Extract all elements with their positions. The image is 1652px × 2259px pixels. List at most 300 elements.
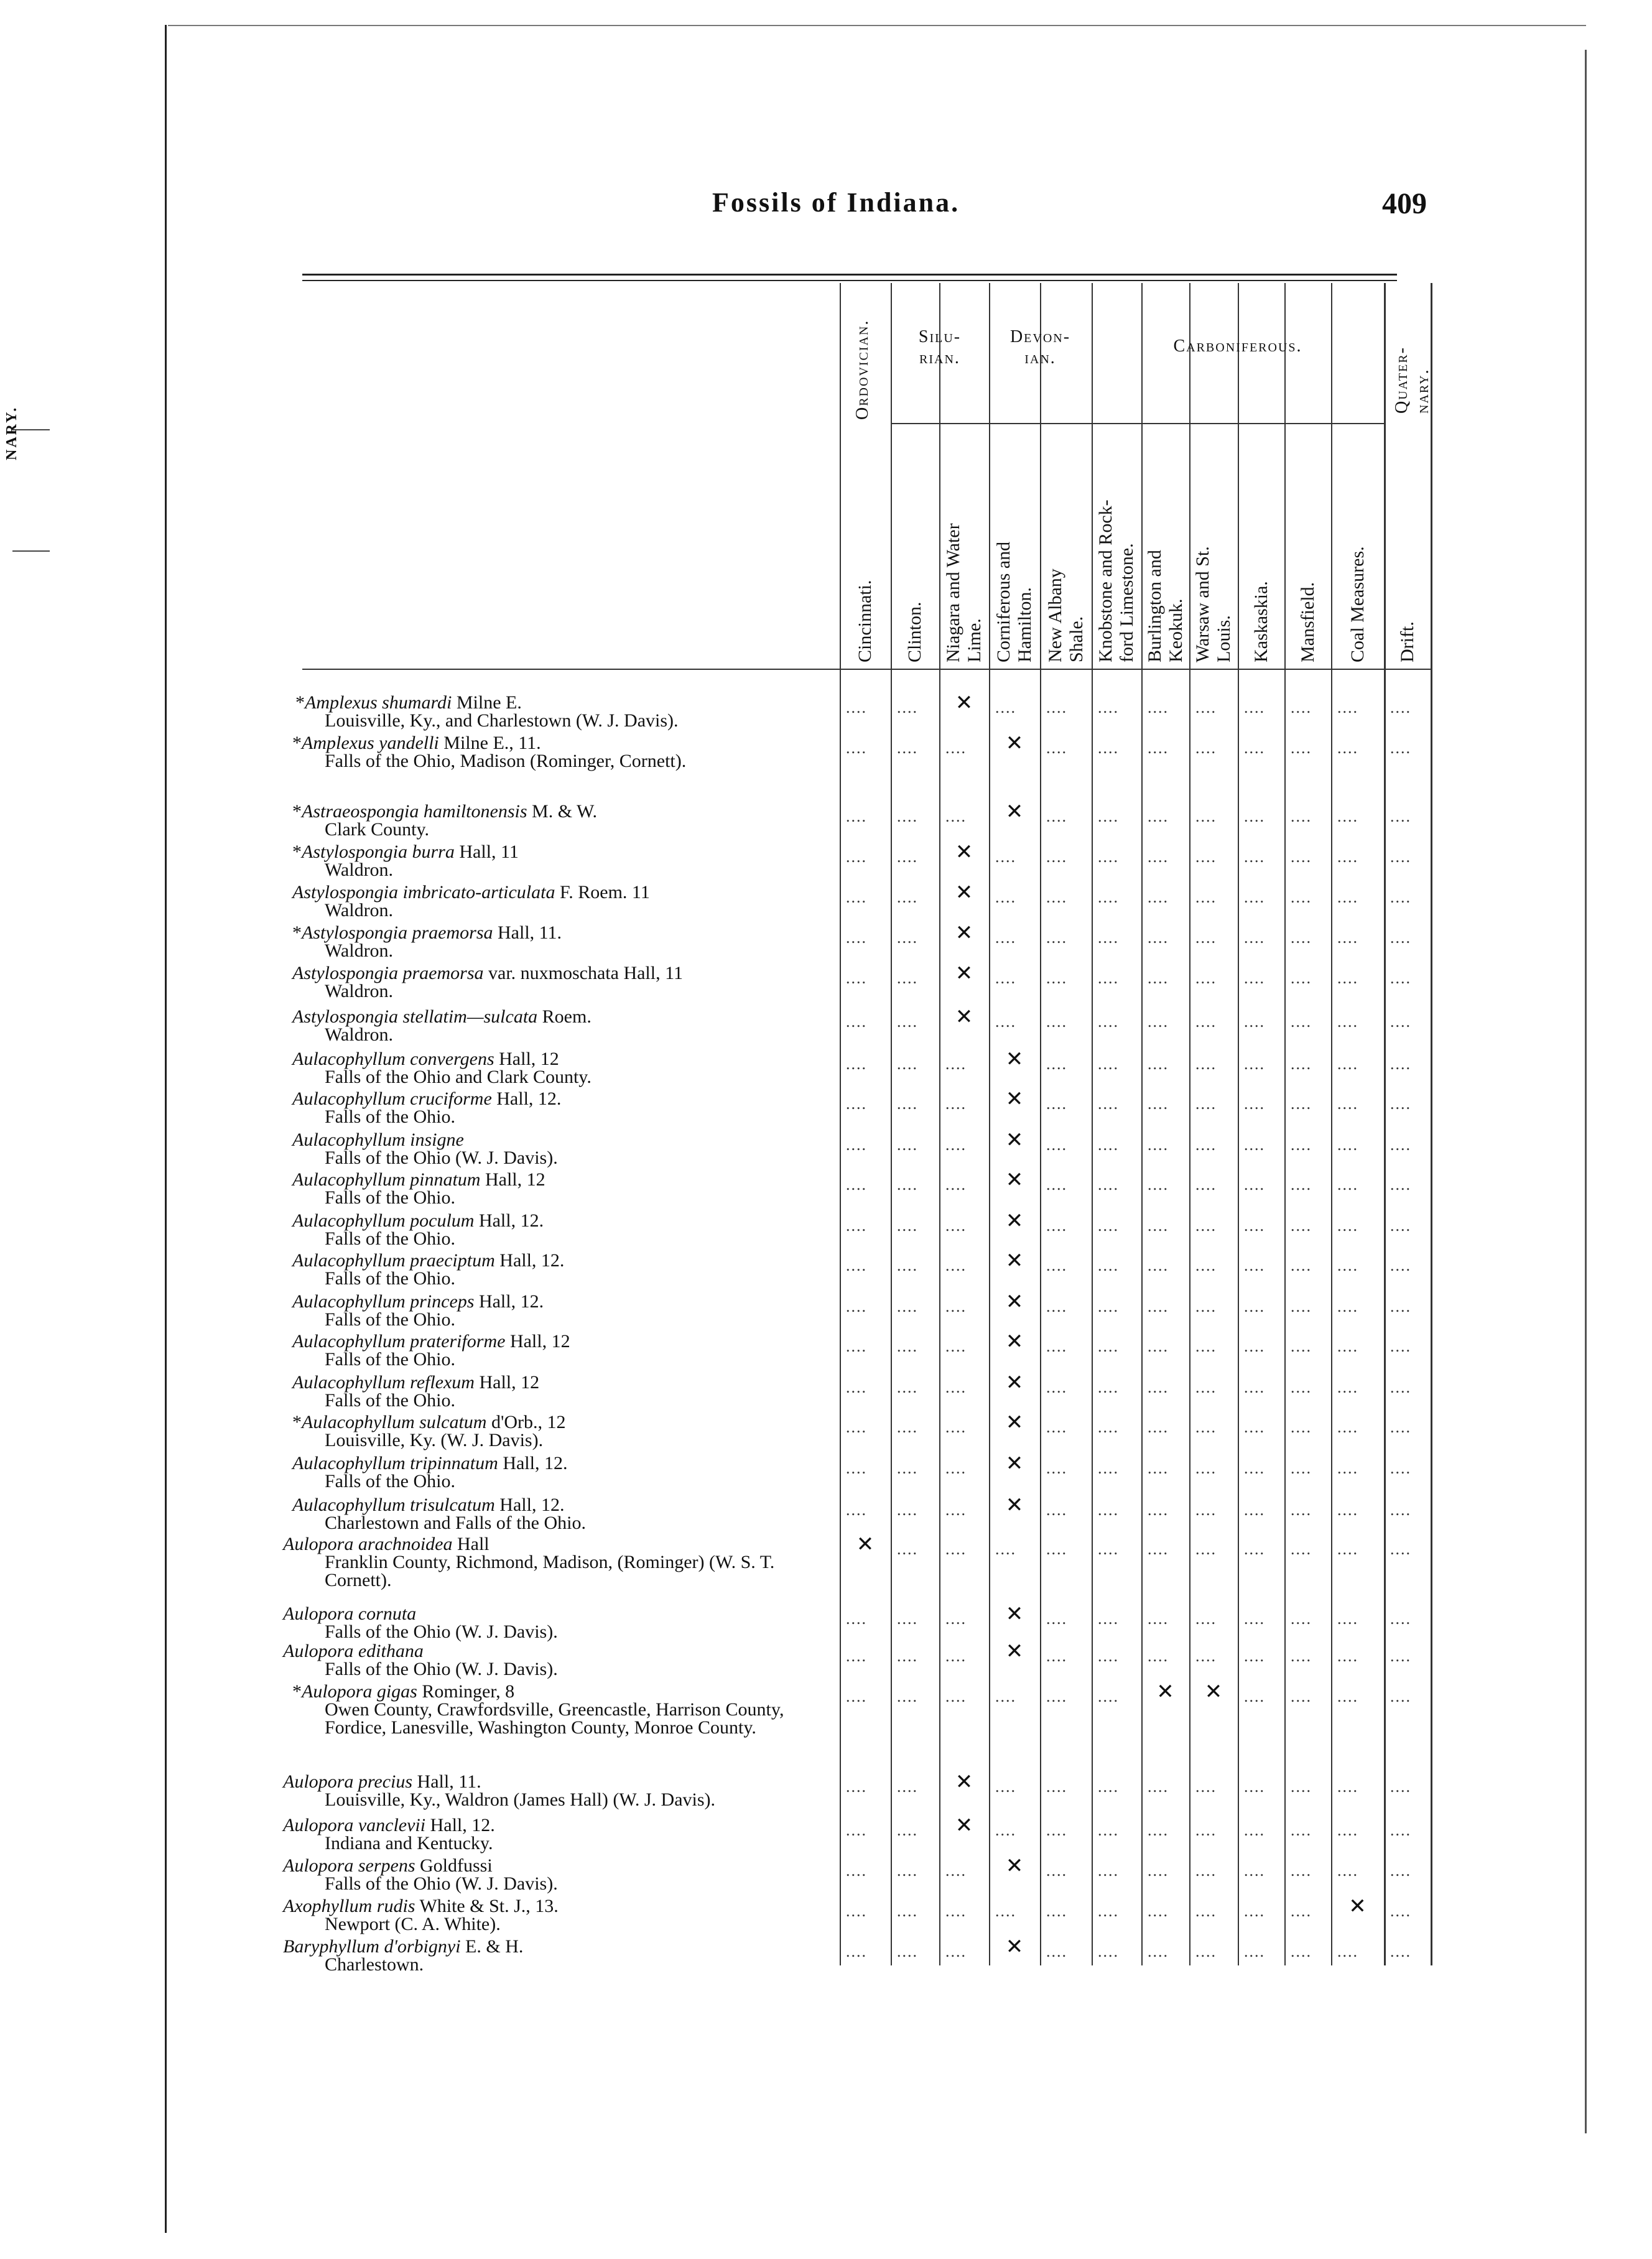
empty-cell-dots: .... <box>1390 1013 1411 1031</box>
empty-cell-dots: .... <box>1098 1942 1119 1960</box>
empty-cell-dots: .... <box>1291 1095 1312 1113</box>
empty-cell-dots: .... <box>1098 1378 1119 1396</box>
empty-cell-dots: .... <box>1244 1647 1265 1665</box>
species-author: Hall, 12 <box>480 1169 545 1190</box>
table-row <box>274 1292 821 1329</box>
species-author: Hall, 12. <box>494 1250 565 1271</box>
empty-cell-dots: .... <box>945 1136 967 1154</box>
empty-cell-dots: .... <box>1244 1013 1265 1031</box>
locality: Falls of the Ohio (W. J. Davis). <box>325 1148 558 1168</box>
scientific-name: Amplexus shumardi <box>305 692 452 713</box>
scientific-name: Astylospongia stellatim—sulcata <box>292 1006 538 1027</box>
empty-cell-dots: .... <box>1390 1217 1411 1235</box>
empty-cell-dots: .... <box>1148 1501 1169 1519</box>
empty-cell-dots: .... <box>1291 1610 1312 1628</box>
species-author: Roem. <box>537 1006 592 1027</box>
empty-cell-dots: .... <box>897 1297 918 1315</box>
column-divider <box>840 283 841 1965</box>
empty-cell-dots: .... <box>846 1862 867 1880</box>
empty-cell-dots: .... <box>846 1459 867 1477</box>
empty-cell-dots: .... <box>1337 1337 1358 1355</box>
empty-cell-dots: .... <box>1098 698 1119 717</box>
table-row <box>274 1535 821 1589</box>
empty-cell-dots: .... <box>1390 1902 1411 1920</box>
empty-cell-dots: .... <box>1046 1217 1067 1235</box>
empty-cell-dots: .... <box>1148 1217 1169 1235</box>
locality: Waldron. <box>325 860 394 880</box>
species-name <box>274 1251 821 1269</box>
scientific-name: Aulacophyllum sulcatum <box>302 1412 487 1432</box>
scientific-name: Astylospongia imbricato-articulata <box>292 882 555 902</box>
locality: Falls of the Ohio, Madison (Rominger, Cornett). <box>325 751 687 771</box>
column-divider <box>1384 283 1386 1965</box>
empty-cell-dots: .... <box>1195 1013 1217 1031</box>
table-row <box>274 1773 821 1809</box>
empty-cell-dots: .... <box>1046 1540 1067 1558</box>
period-divider <box>1092 423 1384 424</box>
table-row <box>274 1682 821 1737</box>
empty-cell-dots: .... <box>945 1942 967 1960</box>
empty-cell-dots: .... <box>897 929 918 947</box>
empty-cell-dots: .... <box>846 1902 867 1920</box>
empty-cell-dots: .... <box>1195 1778 1217 1796</box>
locality: Waldron. <box>325 981 394 1001</box>
empty-cell-dots: .... <box>945 1217 967 1235</box>
empty-cell-dots: .... <box>1046 848 1067 866</box>
table-row <box>274 1090 821 1126</box>
species-author: Hall, 11. <box>493 922 562 943</box>
empty-cell-dots: .... <box>1195 1378 1217 1396</box>
empty-cell-dots: .... <box>1148 1378 1169 1396</box>
empty-cell-dots: .... <box>1390 1647 1411 1665</box>
column-divider <box>1141 283 1143 1965</box>
empty-cell-dots: .... <box>1390 1459 1411 1477</box>
table-row <box>274 1373 821 1409</box>
empty-cell-dots: .... <box>846 1778 867 1796</box>
empty-cell-dots: .... <box>1148 1337 1169 1355</box>
species-author: Hall, 11 <box>454 842 519 862</box>
column-divider <box>1040 283 1041 1965</box>
empty-cell-dots: .... <box>1195 1055 1217 1073</box>
column-header: Cincinnati. <box>855 580 875 662</box>
running-title: Fossils of Indiana. <box>712 187 960 218</box>
presence-mark: ✕ <box>955 840 973 865</box>
empty-cell-dots: .... <box>1195 1501 1217 1519</box>
empty-cell-dots: .... <box>1291 1256 1312 1274</box>
empty-cell-dots: .... <box>1195 1337 1217 1355</box>
presence-mark: ✕ <box>1005 1853 1024 1878</box>
empty-cell-dots: .... <box>897 1055 918 1073</box>
species-author: Goldfussi <box>415 1855 493 1876</box>
empty-cell-dots: .... <box>1291 807 1312 825</box>
period-divider <box>989 423 1092 424</box>
empty-cell-dots: .... <box>846 848 867 866</box>
empty-cell-dots: .... <box>1291 1902 1312 1920</box>
empty-cell-dots: .... <box>1046 1902 1067 1920</box>
species-author: White & St. J., 13. <box>415 1896 559 1916</box>
empty-cell-dots: .... <box>1244 1136 1265 1154</box>
empty-cell-dots: .... <box>995 698 1016 717</box>
asterisk-marker: * <box>292 922 302 943</box>
presence-mark: ✕ <box>955 1004 973 1029</box>
asterisk-marker: * <box>292 1681 302 1702</box>
scientific-name: Aulacophyllum reflexum <box>292 1372 475 1393</box>
table-row <box>274 1897 821 1933</box>
empty-cell-dots: .... <box>1337 1055 1358 1073</box>
period-label: Ordovician. <box>853 319 872 420</box>
empty-cell-dots: .... <box>1291 1217 1312 1235</box>
empty-cell-dots: .... <box>1046 1459 1067 1477</box>
presence-mark: ✕ <box>1005 1128 1024 1153</box>
empty-cell-dots: .... <box>846 1055 867 1073</box>
empty-cell-dots: .... <box>1244 1610 1265 1628</box>
table-row <box>274 1857 821 1893</box>
empty-cell-dots: .... <box>1244 698 1265 717</box>
empty-cell-dots: .... <box>1195 1217 1217 1235</box>
empty-cell-dots: .... <box>1390 1176 1411 1194</box>
presence-mark: ✕ <box>1348 1894 1367 1919</box>
empty-cell-dots: .... <box>846 1687 867 1705</box>
table-row <box>274 1605 821 1641</box>
presence-mark: ✕ <box>955 921 973 945</box>
empty-cell-dots: .... <box>945 1501 967 1519</box>
table-row <box>274 802 821 838</box>
empty-cell-dots: .... <box>897 1778 918 1796</box>
empty-cell-dots: .... <box>1046 1013 1067 1031</box>
species-name <box>274 1496 821 1514</box>
species-author: Milne E. <box>452 692 522 713</box>
empty-cell-dots: .... <box>897 1337 918 1355</box>
empty-cell-dots: .... <box>1195 1418 1217 1436</box>
empty-cell-dots: .... <box>945 1902 967 1920</box>
period-label: Silu- rian. <box>918 327 962 368</box>
empty-cell-dots: .... <box>1390 1256 1411 1274</box>
empty-cell-dots: .... <box>1337 969 1358 987</box>
period-label: Devon- ian. <box>1009 327 1071 368</box>
empty-cell-dots: .... <box>1148 1176 1169 1194</box>
species-name <box>274 1373 821 1391</box>
empty-cell-dots: .... <box>1098 1217 1119 1235</box>
header-bottom-rule <box>302 669 1431 670</box>
presence-mark: ✕ <box>1204 1679 1223 1704</box>
species-author: Hall, 12 <box>494 1049 559 1069</box>
empty-cell-dots: .... <box>1148 1540 1169 1558</box>
empty-cell-dots: .... <box>897 1378 918 1396</box>
table-row <box>274 1131 821 1167</box>
empty-cell-dots: .... <box>897 969 918 987</box>
empty-cell-dots: .... <box>1244 1778 1265 1796</box>
table-row <box>274 964 821 1000</box>
scientific-name: Aulopora vanclevii <box>283 1815 426 1835</box>
table-row <box>274 1937 821 1974</box>
locality: Falls of the Ohio. <box>325 1106 455 1127</box>
presence-mark: ✕ <box>1005 1087 1024 1111</box>
species-name <box>274 964 821 982</box>
empty-cell-dots: .... <box>846 1176 867 1194</box>
locality: Falls of the Ohio. <box>325 1309 455 1330</box>
empty-cell-dots: .... <box>1148 1942 1169 1960</box>
empty-cell-dots: .... <box>1244 848 1265 866</box>
empty-cell-dots: .... <box>945 1378 967 1396</box>
period-label: Quater- nary. <box>1392 346 1432 414</box>
empty-cell-dots: .... <box>1046 1862 1067 1880</box>
presence-mark: ✕ <box>856 1532 875 1557</box>
empty-cell-dots: .... <box>1390 969 1411 987</box>
empty-cell-dots: .... <box>1148 888 1169 906</box>
empty-cell-dots: .... <box>1244 1217 1265 1235</box>
empty-cell-dots: .... <box>846 929 867 947</box>
presence-mark: ✕ <box>955 880 973 905</box>
empty-cell-dots: .... <box>1148 929 1169 947</box>
asterisk-marker: * <box>292 733 302 753</box>
empty-cell-dots: .... <box>1148 698 1169 717</box>
column-header: Knobstone and Rock- ford Limestone. <box>1095 499 1137 662</box>
empty-cell-dots: .... <box>1098 1256 1119 1274</box>
empty-cell-dots: .... <box>1098 1176 1119 1194</box>
species-name <box>274 693 821 712</box>
empty-cell-dots: .... <box>1195 929 1217 947</box>
species-name <box>274 1857 821 1875</box>
empty-cell-dots: .... <box>1390 1418 1411 1436</box>
empty-cell-dots: .... <box>945 1647 967 1665</box>
species-author: Hall, 12. <box>474 1291 544 1312</box>
empty-cell-dots: .... <box>995 929 1016 947</box>
presence-mark: ✕ <box>1005 731 1024 756</box>
empty-cell-dots: .... <box>897 848 918 866</box>
species-author: Hall <box>452 1534 490 1554</box>
empty-cell-dots: .... <box>945 1337 967 1355</box>
empty-cell-dots: .... <box>995 1540 1016 1558</box>
empty-cell-dots: .... <box>1098 1687 1119 1705</box>
empty-cell-dots: .... <box>1195 1459 1217 1477</box>
empty-cell-dots: .... <box>1291 1459 1312 1477</box>
species-author: Hall, 12. <box>494 1495 565 1515</box>
species-author: Hall, 12. <box>425 1815 495 1835</box>
empty-cell-dots: .... <box>846 1337 867 1355</box>
presence-mark: ✕ <box>1005 1167 1024 1192</box>
empty-cell-dots: .... <box>995 1687 1016 1705</box>
column-divider <box>1092 283 1093 1965</box>
facing-page-rule <box>12 550 50 552</box>
scientific-name: Aulacophyllum prateriforme <box>292 1331 506 1352</box>
empty-cell-dots: .... <box>846 1610 867 1628</box>
scientific-name: Baryphyllum d'orbignyi <box>283 1936 461 1957</box>
empty-cell-dots: .... <box>945 1256 967 1274</box>
empty-cell-dots: .... <box>1390 1055 1411 1073</box>
locality: Falls of the Ohio. <box>325 1187 455 1208</box>
asterisk-marker: * <box>292 842 302 862</box>
empty-cell-dots: .... <box>945 1095 967 1113</box>
empty-cell-dots: .... <box>1148 739 1169 757</box>
empty-cell-dots: .... <box>1148 969 1169 987</box>
locality: Falls of the Ohio. <box>325 1471 455 1491</box>
empty-cell-dots: .... <box>1337 1297 1358 1315</box>
empty-cell-dots: .... <box>1337 739 1358 757</box>
species-name <box>274 1171 821 1189</box>
empty-cell-dots: .... <box>1244 1418 1265 1436</box>
empty-cell-dots: .... <box>995 1821 1016 1839</box>
empty-cell-dots: .... <box>1291 1647 1312 1665</box>
species-name <box>274 843 821 861</box>
empty-cell-dots: .... <box>1244 1095 1265 1113</box>
empty-cell-dots: .... <box>1244 739 1265 757</box>
presence-mark: ✕ <box>1005 1639 1024 1664</box>
locality: Waldron. <box>325 940 394 961</box>
column-header: Burlington and Keokuk. <box>1144 550 1186 662</box>
empty-cell-dots: .... <box>846 1942 867 1960</box>
empty-cell-dots: .... <box>897 739 918 757</box>
empty-cell-dots: .... <box>1390 1942 1411 1960</box>
column-divider <box>1284 283 1286 1965</box>
presence-mark: ✕ <box>1156 1679 1174 1704</box>
empty-cell-dots: .... <box>945 1687 967 1705</box>
empty-cell-dots: .... <box>1046 1055 1067 1073</box>
empty-cell-dots: .... <box>897 1862 918 1880</box>
presence-mark: ✕ <box>1005 1370 1024 1395</box>
empty-cell-dots: .... <box>1195 1821 1217 1839</box>
empty-cell-dots: .... <box>897 1095 918 1113</box>
empty-cell-dots: .... <box>1390 1540 1411 1558</box>
empty-cell-dots: .... <box>1195 1297 1217 1315</box>
empty-cell-dots: .... <box>1337 848 1358 866</box>
species-author: var. nuxmoschata Hall, 11 <box>483 963 683 983</box>
scientific-name: Aulopora arachnoidea <box>283 1534 453 1554</box>
table-row <box>274 734 821 770</box>
page-gutter-edge <box>165 25 167 2233</box>
species-name <box>274 1050 821 1068</box>
empty-cell-dots: .... <box>1337 1095 1358 1113</box>
asterisk-marker: * <box>292 801 302 822</box>
empty-cell-dots: .... <box>1244 1501 1265 1519</box>
empty-cell-dots: .... <box>1195 739 1217 757</box>
empty-cell-dots: .... <box>1337 1862 1358 1880</box>
empty-cell-dots: .... <box>1291 739 1312 757</box>
empty-cell-dots: .... <box>1390 929 1411 947</box>
empty-cell-dots: .... <box>897 1013 918 1031</box>
column-header: Kaskaskia. <box>1250 581 1271 662</box>
presence-mark: ✕ <box>1005 1410 1024 1435</box>
empty-cell-dots: .... <box>1148 1459 1169 1477</box>
period-divider <box>891 423 989 424</box>
empty-cell-dots: .... <box>1046 807 1067 825</box>
empty-cell-dots: .... <box>1390 848 1411 866</box>
scientific-name: Astraeospongia hamiltonensis <box>302 801 527 822</box>
presence-mark: ✕ <box>1005 1208 1024 1233</box>
empty-cell-dots: .... <box>1390 1778 1411 1796</box>
species-name <box>274 734 821 752</box>
column-header: Drift. <box>1396 621 1418 662</box>
species-name <box>274 1682 821 1700</box>
column-header: Clinton. <box>904 601 925 662</box>
table-top-rule <box>302 274 1397 276</box>
empty-cell-dots: .... <box>1148 848 1169 866</box>
empty-cell-dots: .... <box>1291 698 1312 717</box>
empty-cell-dots: .... <box>846 1378 867 1396</box>
empty-cell-dots: .... <box>897 1687 918 1705</box>
scientific-name: Aulopora cornuta <box>283 1603 417 1624</box>
locality: Falls of the Ohio. <box>325 1268 455 1289</box>
empty-cell-dots: .... <box>1337 1687 1358 1705</box>
empty-cell-dots: .... <box>846 888 867 906</box>
empty-cell-dots: .... <box>1148 1418 1169 1436</box>
empty-cell-dots: .... <box>1390 1095 1411 1113</box>
empty-cell-dots: .... <box>1244 1378 1265 1396</box>
column-divider <box>1238 283 1239 1965</box>
empty-cell-dots: .... <box>1098 1055 1119 1073</box>
empty-cell-dots: .... <box>1098 1418 1119 1436</box>
column-divider <box>1431 283 1432 1965</box>
empty-cell-dots: .... <box>1390 888 1411 906</box>
empty-cell-dots: .... <box>1291 969 1312 987</box>
presence-mark: ✕ <box>1005 1602 1024 1626</box>
empty-cell-dots: .... <box>1291 1055 1312 1073</box>
scientific-name: Aulopora gigas <box>302 1681 417 1702</box>
empty-cell-dots: .... <box>846 969 867 987</box>
empty-cell-dots: .... <box>1390 1862 1411 1880</box>
column-divider <box>939 283 940 1965</box>
empty-cell-dots: .... <box>1148 1095 1169 1113</box>
empty-cell-dots: .... <box>1291 888 1312 906</box>
empty-cell-dots: .... <box>1291 1821 1312 1839</box>
empty-cell-dots: .... <box>1098 1540 1119 1558</box>
empty-cell-dots: .... <box>945 1418 967 1436</box>
empty-cell-dots: .... <box>1337 1942 1358 1960</box>
empty-cell-dots: .... <box>1291 1862 1312 1880</box>
species-author: Hall, 12. <box>491 1088 562 1109</box>
scientific-name: Aulacophyllum trisulcatum <box>292 1495 495 1515</box>
presence-mark: ✕ <box>1005 1934 1024 1959</box>
presence-mark: ✕ <box>1005 1451 1024 1476</box>
empty-cell-dots: .... <box>1046 1610 1067 1628</box>
empty-cell-dots: .... <box>1291 929 1312 947</box>
empty-cell-dots: .... <box>945 1862 967 1880</box>
scientific-name: Aulacophyllum insigne <box>292 1130 464 1150</box>
species-name <box>274 1292 821 1310</box>
column-divider <box>1331 283 1332 1965</box>
empty-cell-dots: .... <box>897 1821 918 1839</box>
column-header: Mansfield. <box>1297 582 1318 662</box>
empty-cell-dots: .... <box>846 1418 867 1436</box>
empty-cell-dots: .... <box>1291 1540 1312 1558</box>
empty-cell-dots: .... <box>846 1095 867 1113</box>
empty-cell-dots: .... <box>995 1902 1016 1920</box>
table-row <box>274 1496 821 1532</box>
empty-cell-dots: .... <box>1195 1136 1217 1154</box>
column-divider <box>1189 283 1190 1965</box>
empty-cell-dots: .... <box>1148 1778 1169 1796</box>
species-name <box>274 1131 821 1149</box>
locality: Louisville, Ky., and Charlestown (W. J. Davis). <box>325 710 679 731</box>
empty-cell-dots: .... <box>1098 1013 1119 1031</box>
species-author: Hall, 12. <box>498 1453 568 1473</box>
column-header: New Albany Shale. <box>1044 568 1087 662</box>
empty-cell-dots: .... <box>945 1297 967 1315</box>
table-row <box>274 924 821 960</box>
scientific-name: Aulopora edithana <box>283 1641 424 1661</box>
empty-cell-dots: .... <box>1337 1013 1358 1031</box>
empty-cell-dots: .... <box>1098 1337 1119 1355</box>
empty-cell-dots: .... <box>1291 1013 1312 1031</box>
empty-cell-dots: .... <box>1148 1862 1169 1880</box>
scientific-name: Axophyllum rudis <box>283 1896 415 1916</box>
locality: Franklin County, Richmond, Madison, (Rominger) (W. S. T. Cornett). <box>325 1552 775 1590</box>
empty-cell-dots: .... <box>846 807 867 825</box>
empty-cell-dots: .... <box>1337 1459 1358 1477</box>
scientific-name: Amplexus yandelli <box>302 733 439 753</box>
empty-cell-dots: .... <box>1244 1902 1265 1920</box>
empty-cell-dots: .... <box>1291 1176 1312 1194</box>
locality: Falls of the Ohio and Clark County. <box>325 1067 592 1087</box>
